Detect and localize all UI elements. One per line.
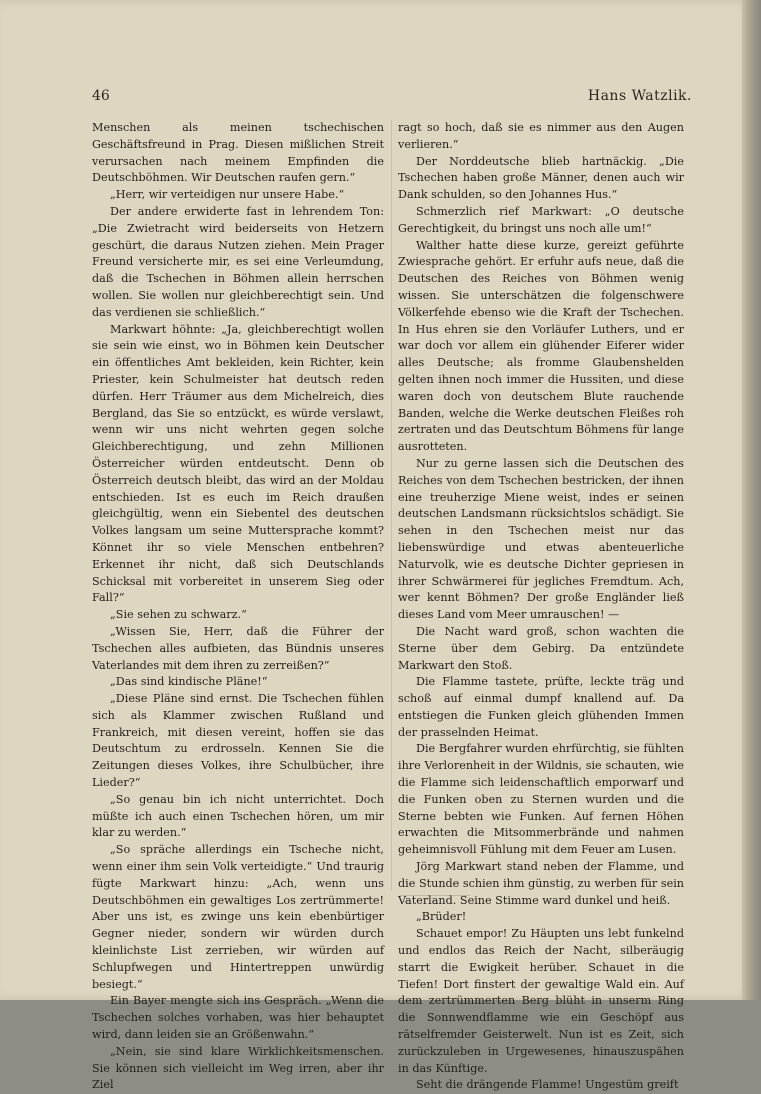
paragraph: Die Flamme tastete, prüfte, leckte träg und schoß auf einmal dumpf knallend auf. Da entstiegen die Funken gleich glühenden Immen der prasselnden Heimat. (398, 675, 684, 739)
page-number: 46 (92, 88, 110, 104)
paragraph: Walther hatte diese kurze, gereizt geführte Zwiesprache gehört. Er erfuhr aufs neue, daß die Deutschen des Reiches von Böhmen wenig wissen. Sie unterschätzen die folgenschwere Völkerfehde ebenso wie die Kraft der Tschechen. In Hus ehren sie den Vorläufer Luthers, und er war doch vor allem ein glühender Eiferer wider alles Deutsche; als fromme Glaubenshelden gelten ihnen noch immer die Hussiten, und diese waren doch von deutschem Blute rauchende Banden, welche die Werke deutschen Fleißes roh zertraten und das Deutschtum Böhmens für lange ausrotteten. (398, 238, 684, 454)
paragraph: Der Norddeutsche blieb hartnäckig. „Die Tschechen haben große Männer, denen auch wir Dank schulden, so den Johannes Hus.“ (398, 154, 684, 202)
column-divider (391, 120, 392, 890)
paragraph: „Wissen Sie, Herr, daß die Führer der Tschechen alles aufbieten, das Bündnis unseres Vaterlandes mit dem ihren zu zerreißen?“ (92, 624, 384, 672)
paragraph: Seht die drängende Flamme! Ungestüm greift (416, 1078, 679, 1092)
paragraph: ragt so hoch, daß sie es nimmer aus den Augen verlieren.“ (398, 121, 684, 151)
paragraph: Die Nacht ward groß, schon wachten die Sterne über dem Gebirg. Da entzündete Markwart den Stoß. (398, 624, 684, 672)
paragraph: „So genau bin ich nicht unterrichtet. Doch müßte ich auch einen Tschechen hören, um mir klar zu werden.“ (92, 792, 384, 840)
paragraph: „Nein, sie sind klare Wirklichkeitsmenschen. Sie können sich vielleicht im Weg irren, aber ihr Ziel (92, 1044, 384, 1092)
paragraph: Der andere erwiderte fast in lehrendem Ton: „Die Zwietracht wird beiderseits von Hetzern geschürt, die daraus Nutzen ziehen. Mein Prager Freund versicherte mir, es sei eine Verleumdung, daß die Tschechen in Böhmen allein herrschen wollen. Sie wollen nur gleichberechtigt sein. Und das verdienen sie schließlich.“ (92, 204, 384, 319)
paragraph: Markwart höhnte: „Ja, gleichberechtigt wollen sie sein wie einst, wo in Böhmen kein Deutscher ein öffentliches Amt bekleiden, kein Richter, kein Priester, kein Schulmeister hat deutsch reden dürfen. Herr Träumer aus dem Michelreich, dies Bergland, das Sie so entzückt, es würde verslawt, wenn wir uns nicht wehrten gegen solche Gleichberechtigung, und zehn Millionen Österreicher würden entdeutscht. Denn ob Österreich deutsch bleibt, das wird an der Moldau entschieden. Ist es euch im Reich draußen gleichgültig, wenn ein Siebentel des deutschen Volkes langsam um seine Muttersprache kommt? Könnet ihr so viele Menschen entbehren? Erkennet ihr nicht, daß sich Deutschlands Schicksal mit vorbereitet in unserem Sieg oder Fall?“ (92, 322, 384, 605)
running-head-author: Hans Watzlik. (587, 88, 692, 104)
paragraph: Ein Bayer mengte sich ins Gespräch. „Wenn die Tschechen solches vorhaben, was hier behauptet wird, dann leiden sie an Größenwahn.“ (92, 994, 384, 1042)
bottom-rule (400, 895, 470, 896)
paragraph: „Das sind kindische Pläne!“ (110, 675, 268, 689)
paragraph: „Sie sehen zu schwarz.“ (110, 608, 247, 622)
running-header (92, 88, 692, 108)
text-column-right (398, 120, 684, 1094)
paragraph: Menschen als meinen tschechischen Geschäftsfreund in Prag. Diesen mißlichen Streit verursachen nach meinem Empfinden die Deutschböhmen. Wir Deutschen raufen gern.“ (92, 121, 384, 185)
book-spine-edge (742, 0, 761, 1000)
text-column-left (92, 120, 384, 1094)
paragraph: Die Bergfahrer wurden ehrfürchtig, sie fühlten ihre Verlorenheit in der Wildnis, sie schauten, wie die Flamme sich leidenschaftlich emporwarf und die Funken oben zu Sternen wurden und die Sterne bebten wie Funken. Auf fernen Höhen erwachten die Mitsommerbrände und nahmen geheimnisvoll Fühlung mit dem Feuer am Lusen. (398, 742, 684, 857)
paragraph: Nur zu gerne lassen sich die Deutschen des Reiches von dem Tschechen bestricken, der ihnen eine treuherzige Miene weist, indes er seinen deutschen Landsmann rücksichtslos schädigt. Sie sehen in den Tschechen meist nur das liebenswürdige und etwas abenteuerliche Naturvolk, wie es deutsche Dichter gepriesen in ihrer Schwärmerei für jegliches Fremdtum. Ach, wer kennt Böhmen? Der große Engländer ließ dieses Land vom Meer umrauschen! — (398, 456, 684, 622)
paragraph: Jörg Markwart stand neben der Flamme, und die Stunde schien ihm günstig, zu werben für sein Vaterland. Seine Stimme ward dunkel und heiß. (398, 860, 684, 907)
paragraph: „So spräche allerdings ein Tscheche nicht, wenn einer ihm sein Volk verteidigte.“ Und traurig fügte Markwart hinzu: „Ach, wenn uns Deutschböhmen ein gewaltiges Los zertrümmerte! Aber uns ist, es zwinge uns kein ebenbürtiger Gegner nieder, sondern wir würden durch kleinlichste List zerrieben, wir würden auf Schlupfwegen und Hintertreppen unwürdig besiegt.“ (92, 843, 384, 991)
paragraph: Schauet empor! Zu Häupten uns lebt funkelnd und endlos das Reich der Nacht, silberäugig starrt die Ewigkeit herüber. Schauet in die Tiefen! Dort finstert der gewaltige Wald ein. Auf dem zertrümmerten Berg blüht in unserm Ring die Sonnwendflamme wie ein Geschöpf aus rätselfremder Geisterwelt. Nun ist es Zeit, sich zurückzuleben in Urgewesenes, hinauszuspähen in das Künftige. (398, 927, 684, 1075)
paragraph: „Herr, wir verteidigen nur unsere Habe.“ (110, 188, 345, 202)
paragraph: Schmerzlich rief Markwart: „O deutsche Gerechtigkeit, du bringst uns noch alle um!“ (398, 204, 684, 235)
paragraph: „Diese Pläne sind ernst. Die Tschechen fühlen sich als Klammer zwischen Rußland und Frankreich, mit diesen vereint, hoffen sie das Deutschtum zu erdrosseln. Kennen Sie die Zeitungen dieses Volkes, ihre Schulbücher, ihre Lieder?“ (92, 692, 384, 790)
paragraph: „Brüder! (416, 910, 467, 924)
